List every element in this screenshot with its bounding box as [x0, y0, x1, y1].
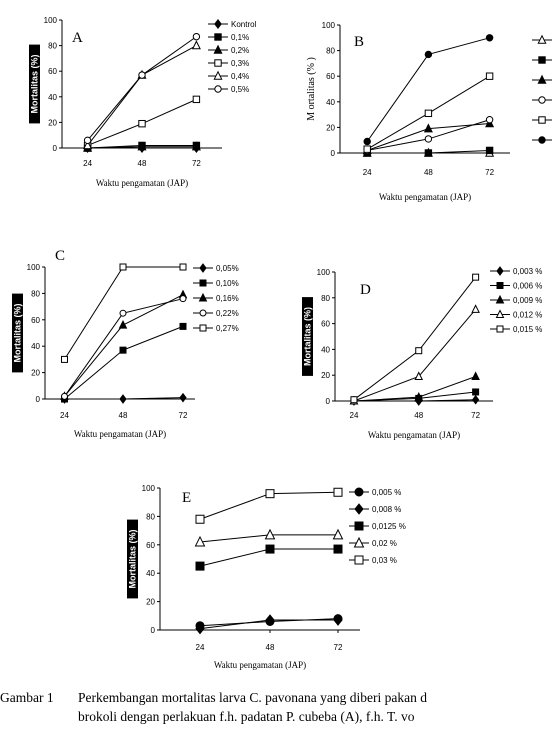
legend-marker: [200, 310, 206, 316]
legend-entry: [349, 504, 401, 514]
x-axis-label: Waktu pengamatan (JAP): [73, 429, 167, 439]
legend-label: 0,006 %: [513, 281, 543, 291]
x-tick-label: 48: [118, 411, 128, 420]
legend-label: 0,2%: [231, 46, 250, 55]
legend-marker: [497, 326, 503, 332]
legend-entry: [208, 46, 249, 55]
data-point: [364, 138, 370, 144]
legend-entry: [349, 488, 401, 497]
series-4: [196, 530, 343, 546]
legend-label: Kontrol: [231, 20, 257, 29]
x-axis-label: Waktu pengamatan (JAP): [378, 192, 472, 202]
x-tick-label: 24: [362, 168, 372, 177]
legend-label: 0,3%: [231, 59, 250, 68]
legend-label: 0,009 %: [513, 296, 543, 305]
caption-line-1: [0, 688, 552, 707]
legend-marker: [200, 264, 206, 272]
y-tick-label: 80: [146, 512, 155, 522]
legend-entry: [490, 267, 542, 276]
legend-label: 0,0125 %: [372, 522, 406, 531]
series-3: [61, 291, 187, 400]
data-point: [473, 396, 479, 404]
data-point: [139, 72, 145, 78]
y-tick-label: 60: [326, 72, 335, 82]
legend-entry: [490, 311, 542, 320]
chart-panel-E: [127, 484, 406, 670]
data-point: [364, 146, 370, 152]
series-line: [65, 326, 184, 399]
x-tick-label: 48: [265, 643, 275, 652]
x-tick-label: 72: [485, 168, 495, 177]
legend-marker: [539, 117, 545, 123]
legend-label: 0,008 %: [372, 505, 402, 514]
data-point: [84, 137, 90, 143]
data-point: [196, 562, 204, 570]
data-point: [416, 348, 422, 354]
legend-entry: [532, 137, 552, 143]
legend-marker: [497, 267, 503, 275]
legend-marker: [497, 283, 503, 289]
legend-marker: [355, 488, 363, 496]
data-point: [180, 394, 186, 402]
data-point: [193, 96, 199, 102]
panel-letter: E: [182, 490, 192, 506]
caption-text-1: Perkembangan mortalitas larva C. pavonana yang diberi pakan d: [78, 690, 428, 705]
x-axis-label: Waktu pengamatan (JAP): [367, 430, 461, 440]
chart-panel-A: [29, 16, 257, 188]
chart-panel-D: [302, 267, 542, 440]
x-tick-label: 24: [349, 411, 359, 420]
data-point: [266, 490, 274, 498]
y-tick-label: 20: [48, 118, 57, 128]
data-point: [351, 397, 357, 403]
x-tick-label: 48: [414, 411, 424, 420]
legend-marker: [355, 504, 363, 514]
series-4: [84, 96, 199, 148]
legend-label: 0,22%: [216, 309, 239, 318]
series-line: [88, 46, 197, 146]
chart-panel-C: [12, 248, 239, 439]
y-tick-label: 40: [146, 569, 155, 579]
panel-letter: B: [354, 34, 365, 50]
data-point: [139, 120, 145, 126]
y-tick-label: 60: [48, 67, 57, 77]
series-line: [354, 309, 476, 401]
legend-marker: [200, 280, 206, 286]
legend-entry: [208, 20, 257, 29]
data-point: [120, 321, 127, 328]
data-point: [486, 147, 492, 153]
data-point: [334, 488, 342, 496]
y-tick-label: 20: [321, 371, 330, 381]
data-point: [472, 372, 479, 379]
y-tick-label: 100: [321, 21, 335, 30]
data-point: [180, 323, 186, 329]
legend-marker: [539, 137, 545, 143]
panel-letter: A: [72, 30, 83, 46]
legend-marker: [215, 34, 221, 40]
y-axis-label: Mortalitas (%): [29, 54, 40, 114]
data-point: [473, 274, 479, 280]
data-point: [334, 545, 342, 553]
legend-entry: [193, 324, 239, 333]
y-axis-label-group: [127, 520, 138, 599]
legend-entry: [532, 57, 552, 63]
legend-entry: [349, 556, 397, 565]
data-point: [193, 33, 199, 39]
legend-entry: [208, 33, 249, 42]
y-tick-label: 60: [321, 319, 330, 329]
y-tick-label: 80: [48, 41, 57, 51]
y-tick-label: 100: [43, 16, 57, 25]
data-point: [266, 545, 274, 553]
data-point: [473, 389, 479, 395]
y-tick-label: 60: [31, 315, 40, 325]
data-point: [472, 305, 479, 312]
legend-label: 0,05%: [216, 264, 239, 273]
legend-marker: [355, 522, 363, 530]
data-point: [486, 73, 492, 79]
caption-text-2: brokoli dengan perlakuan f.h. padatan P. cubeba (A), f.h. T. vo: [78, 709, 415, 724]
legend-label: 0,16%: [216, 294, 239, 303]
y-axis-label: Mortalitas (%): [12, 303, 23, 363]
data-point: [180, 296, 186, 302]
x-tick-label: 24: [195, 643, 205, 652]
x-axis-label: Waktu pengamatan (JAP): [95, 178, 189, 188]
y-tick-label: 80: [326, 46, 335, 56]
legend-marker: [215, 86, 221, 92]
y-tick-label: 0: [52, 144, 57, 153]
legend-marker: [355, 556, 363, 564]
y-tick-label: 20: [146, 597, 155, 607]
caption-line-2: [0, 707, 552, 726]
legend-label: 0,02 %: [372, 539, 397, 548]
legend-entry: [532, 76, 552, 83]
panel-letter: D: [360, 282, 371, 298]
y-axis-label-group: [29, 45, 40, 124]
y-axis-label: Mortalitas (%): [302, 306, 313, 367]
series-3: [196, 545, 342, 570]
y-tick-label: 0: [35, 395, 40, 404]
data-point: [425, 51, 431, 57]
legend-marker: [539, 97, 545, 103]
y-tick-label: 100: [26, 263, 40, 272]
y-tick-label: 0: [325, 397, 330, 406]
series-line: [354, 376, 476, 401]
x-tick-label: 48: [137, 159, 147, 168]
y-tick-label: 20: [31, 368, 40, 378]
legend-label: 0,1%: [231, 33, 250, 42]
y-tick-label: 40: [321, 345, 330, 355]
legend-entry: [532, 36, 552, 43]
legend-label: 0,27%: [216, 324, 239, 333]
x-tick-label: 72: [191, 159, 201, 168]
chart-panel-B: [306, 21, 552, 202]
legend-entry: [193, 279, 239, 288]
y-tick-label: 80: [321, 293, 330, 303]
series-1: [62, 394, 187, 403]
data-point: [180, 264, 186, 270]
legend-label: 0,015 %: [513, 325, 543, 334]
legend-label: 0,012 %: [513, 310, 543, 320]
x-axis-label: Waktu pengamatan (JAP): [213, 660, 307, 670]
y-axis-label-group: [12, 294, 23, 373]
caption-label: Gambar 1: [0, 690, 54, 705]
y-axis-label: M ortalitas (% ): [306, 57, 317, 121]
legend-entry: [193, 294, 239, 303]
figure-caption: [0, 688, 552, 726]
data-point: [486, 35, 492, 41]
legend-entry: [208, 72, 249, 81]
y-tick-label: 0: [150, 626, 155, 635]
data-point: [120, 264, 126, 270]
y-tick-label: 80: [31, 289, 40, 299]
legend-entry: [532, 97, 552, 103]
data-point: [120, 310, 126, 316]
y-tick-label: 100: [316, 268, 330, 277]
legend-label: 0,005 %: [372, 488, 402, 497]
series-2: [351, 389, 479, 404]
y-tick-label: 0: [330, 149, 335, 158]
legend-marker: [215, 20, 221, 28]
y-axis-label: Mortalitas (%): [127, 529, 138, 589]
y-tick-label: 40: [326, 97, 335, 107]
legend-entry: [490, 325, 542, 334]
y-tick-label: 60: [146, 540, 155, 550]
legend-entry: [193, 264, 239, 273]
data-point: [425, 150, 431, 156]
x-tick-label: 72: [333, 643, 343, 652]
legend-entry: [490, 282, 542, 291]
legend-entry: [208, 85, 249, 94]
x-tick-label: 24: [60, 411, 69, 420]
legend-entry: [193, 309, 239, 318]
legend-label: 0,4%: [231, 72, 250, 81]
series-line: [354, 277, 476, 400]
legend-label: 0,03 %: [372, 556, 397, 565]
series-4: [350, 305, 479, 404]
data-point: [120, 347, 126, 353]
data-point: [120, 395, 126, 403]
x-tick-label: 24: [83, 159, 93, 168]
series-5: [84, 41, 200, 148]
y-tick-label: 40: [31, 342, 40, 352]
series-5: [196, 488, 342, 523]
data-point: [486, 117, 492, 123]
legend-marker: [539, 57, 545, 63]
legend-entry: [349, 522, 406, 531]
x-tick-label: 72: [178, 411, 188, 420]
y-tick-label: 20: [326, 123, 335, 133]
legend-label: 0,5%: [231, 85, 250, 94]
data-point: [62, 393, 68, 399]
data-point: [62, 356, 68, 362]
panel-letter: C: [55, 248, 66, 264]
data-point: [425, 110, 431, 116]
legend-label: 0,003 %: [513, 267, 543, 276]
legend-marker: [215, 60, 221, 66]
y-axis-label-group: [302, 297, 313, 376]
legend-entry: [208, 59, 249, 68]
x-tick-label: 72: [471, 411, 481, 420]
legend-entry: [349, 538, 397, 548]
x-tick-label: 48: [423, 168, 433, 177]
data-point: [425, 136, 431, 142]
legend-entry: [532, 117, 552, 123]
y-tick-label: 40: [48, 92, 57, 102]
legend-marker: [200, 325, 206, 331]
data-point: [196, 515, 204, 523]
legend-label: 0,10%: [216, 279, 239, 288]
legend-entry: [490, 296, 542, 305]
y-tick-label: 100: [141, 484, 155, 493]
data-point: [193, 41, 200, 48]
